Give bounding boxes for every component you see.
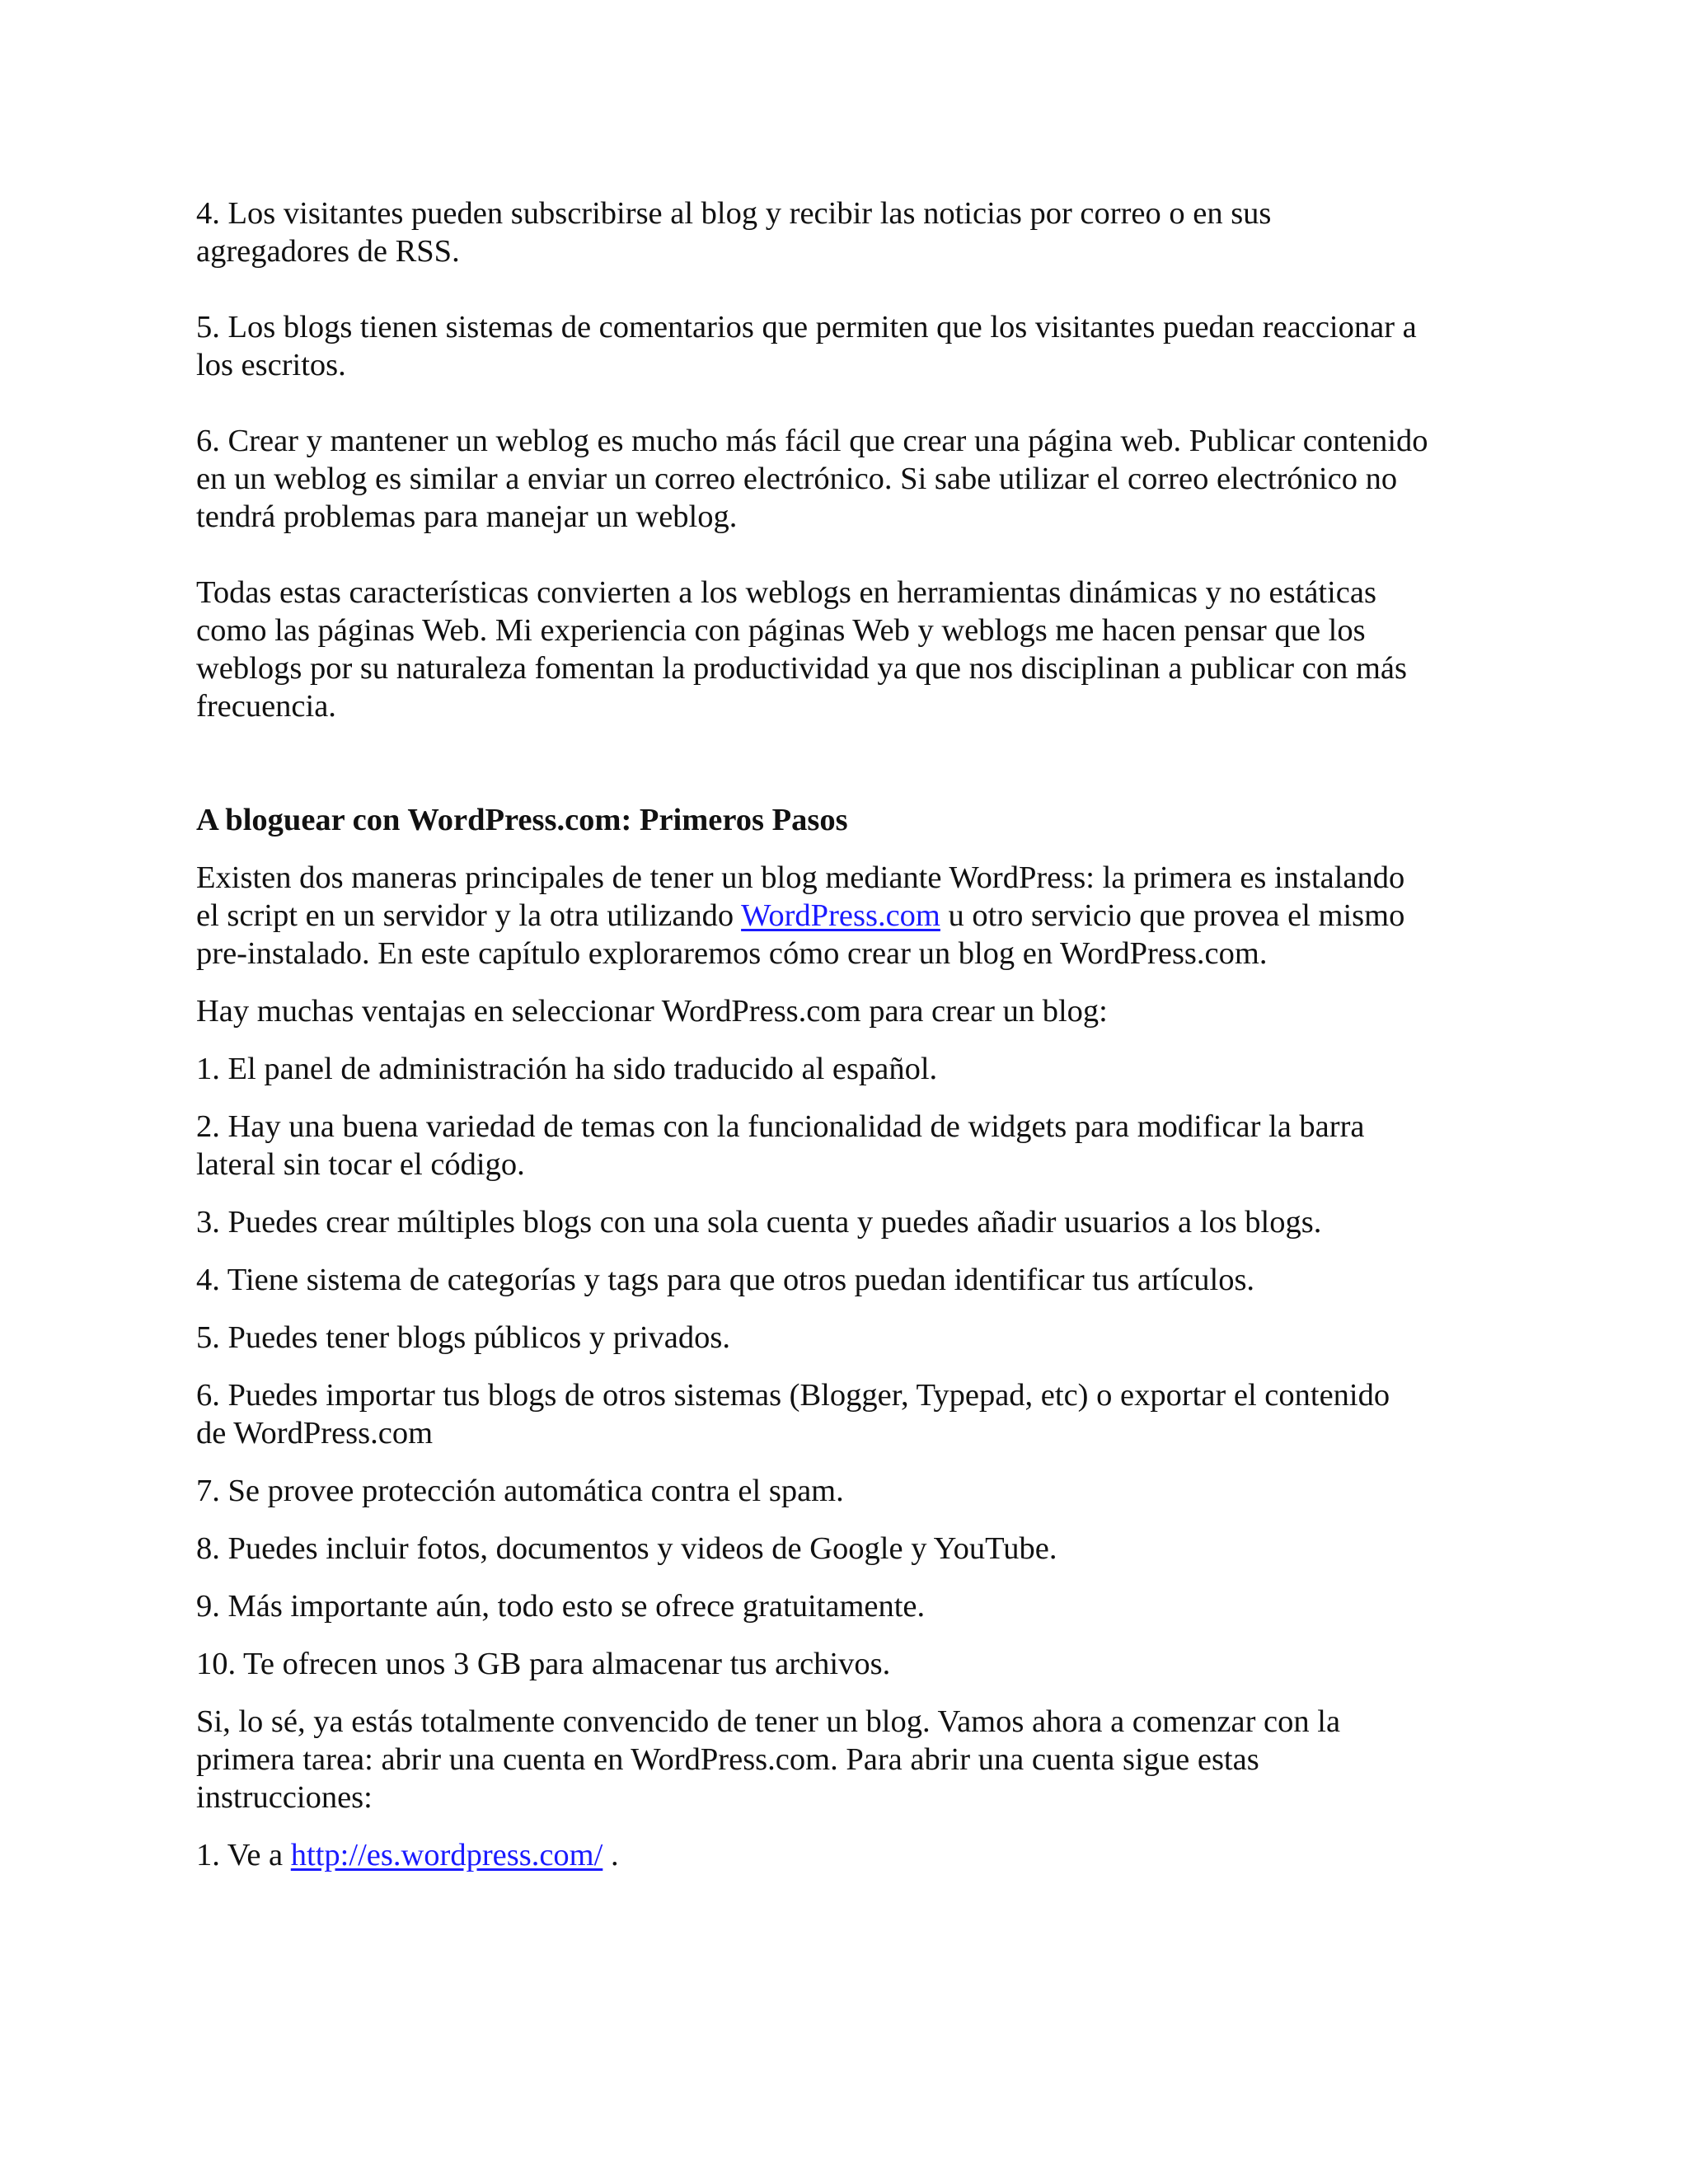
paragraph-text: u otro servicio que provea el mismo [940, 898, 1405, 933]
advantage-item-10: 10. Te ofrecen unos 3 GB para almacenar tus archivos. [196, 1647, 891, 1681]
section-heading: A bloguear con WordPress.com: Primeros Pasos [196, 803, 848, 837]
advantage-item-4: 4. Tiene sistema de categorías y tags para que otros puedan identificar tus artículos. [196, 1263, 1255, 1297]
paragraph-text: el script en un servidor y la otra utilizando [196, 898, 742, 933]
list-item-6-line-3: tendrá problemas para manejar un weblog. [196, 499, 738, 534]
summary-paragraph-line-1: Todas estas características convierten a los weblogs en herramientas dinámicas y no estáticas [196, 575, 1376, 610]
section-paragraph-line-3: pre-instalado. En este capítulo exploraremos cómo crear un blog en WordPress.com. [196, 936, 1268, 971]
section-paragraph-line-2 [196, 897, 1515, 935]
closing-paragraph-line-2: primera tarea: abrir una cuenta en WordPress.com. Para abrir una cuenta sigue estas [196, 1742, 1259, 1777]
summary-paragraph-line-3: weblogs por su naturaleza fomentan la productividad ya que nos disciplinan a publicar con más [196, 651, 1407, 686]
advantage-item-6-line-1: 6. Puedes importar tus blogs de otros sistemas (Blogger, Typepad, etc) o exportar el contenido [196, 1378, 1390, 1413]
list-item-6-line-1: 6. Crear y mantener un weblog es mucho más fácil que crear una página web. Publicar contenido [196, 424, 1428, 458]
wordpress-com-link[interactable]: WordPress.com [741, 898, 940, 933]
advantage-item-9: 9. Más importante aún, todo esto se ofrece gratuitamente. [196, 1589, 926, 1624]
list-item-6-line-2: en un weblog es similar a enviar un correo electrónico. Si sabe utilizar el correo electrónico no [196, 462, 1398, 496]
advantage-item-7: 7. Se provee protección automática contra el spam. [196, 1474, 844, 1508]
section-paragraph-line-1: Existen dos maneras principales de tener un blog mediante WordPress: la primera es instalando [196, 860, 1405, 895]
step-text: . [603, 1838, 619, 1872]
es-wordpress-link[interactable]: http://es.wordpress.com/ [290, 1838, 603, 1872]
advantage-item-5: 5. Puedes tener blogs públicos y privados. [196, 1320, 730, 1355]
closing-paragraph-line-1: Si, lo sé, ya estás totalmente convencido de tener un blog. Vamos ahora a comenzar con la [196, 1704, 1341, 1739]
advantage-item-3: 3. Puedes crear múltiples blogs con una sola cuenta y puedes añadir usuarios a los blogs. [196, 1205, 1322, 1240]
advantage-item-2-line-1: 2. Hay una buena variedad de temas con la funcionalidad de widgets para modificar la barra [196, 1109, 1365, 1144]
list-item-4-line-1: 4. Los visitantes pueden subscribirse al blog y recibir las noticias por correo o en sus [196, 196, 1272, 231]
step-1 [196, 1836, 1515, 1874]
step-text: 1. Ve a [196, 1838, 291, 1872]
summary-paragraph-line-2: como las páginas Web. Mi experiencia con páginas Web y weblogs me hacen pensar que los [196, 613, 1366, 648]
summary-paragraph-line-4: frecuencia. [196, 689, 336, 724]
advantages-intro: Hay muchas ventajas en seleccionar WordPress.com para crear un blog: [196, 994, 1108, 1029]
advantage-item-2-line-2: lateral sin tocar el código. [196, 1147, 525, 1182]
advantage-item-1: 1. El panel de administración ha sido traducido al español. [196, 1052, 938, 1086]
closing-paragraph-line-3: instrucciones: [196, 1780, 373, 1815]
list-item-5-line-2: los escritos. [196, 348, 346, 382]
list-item-4-line-2: agregadores de RSS. [196, 234, 460, 269]
list-item-5-line-1: 5. Los blogs tienen sistemas de comentarios que permiten que los visitantes puedan reaccionar a [196, 310, 1417, 344]
advantage-item-8: 8. Puedes incluir fotos, documentos y videos de Google y YouTube. [196, 1531, 1057, 1566]
advantage-item-6-line-2: de WordPress.com [196, 1416, 434, 1451]
